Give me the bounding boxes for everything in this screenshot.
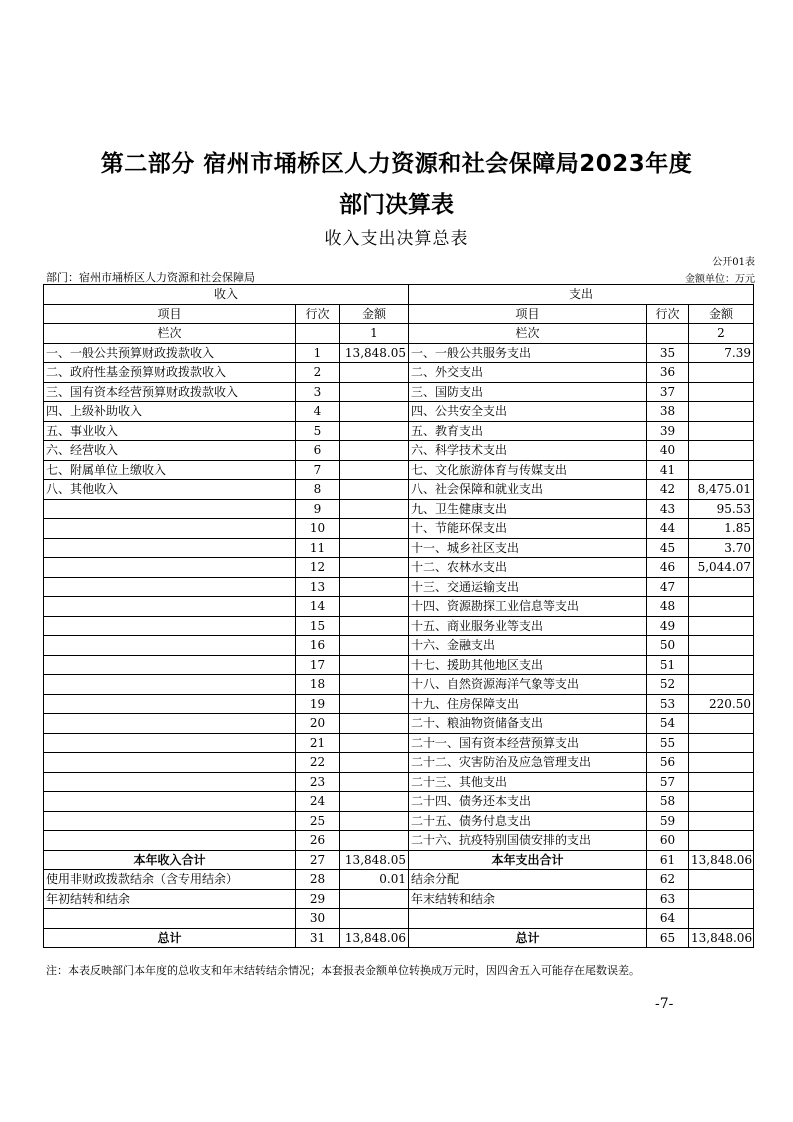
income-item-cell: 总计 bbox=[44, 928, 296, 948]
expense-amount-cell bbox=[689, 363, 754, 383]
expense-row-number-cell: 63 bbox=[647, 889, 689, 909]
expense-amount-cell bbox=[689, 909, 754, 929]
group-expense-header: 支出 bbox=[409, 285, 754, 305]
income-column-number: 1 bbox=[340, 324, 409, 344]
expense-column-number: 2 bbox=[689, 324, 754, 344]
table-row bbox=[44, 363, 754, 383]
income-amount-cell bbox=[340, 616, 409, 636]
table-row bbox=[44, 909, 754, 929]
income-item-cell: 八、其他收入 bbox=[44, 480, 296, 500]
expense-amount-cell bbox=[689, 772, 754, 792]
expense-amount-cell bbox=[689, 753, 754, 773]
income-item-header: 项目 bbox=[44, 304, 296, 324]
income-item-cell: 使用非财政拨款结余（含专用结余） bbox=[44, 870, 296, 890]
expense-row-number-cell: 48 bbox=[647, 597, 689, 617]
income-item-cell bbox=[44, 811, 296, 831]
table-row bbox=[44, 616, 754, 636]
income-amount-cell bbox=[340, 363, 409, 383]
document-title-line1: 第二部分 宿州市埇桥区人力资源和社会保障局2023年度 bbox=[100, 151, 693, 177]
income-item-cell bbox=[44, 538, 296, 558]
expense-row-number-cell: 46 bbox=[647, 558, 689, 578]
expense-row-number-cell: 53 bbox=[647, 694, 689, 714]
department-label: 部门：宿州市埇桥区人力资源和社会保障局 bbox=[46, 271, 255, 284]
table-row bbox=[44, 460, 754, 480]
expense-item-cell: 二十一、国有资本经营预算支出 bbox=[409, 733, 647, 753]
income-item-cell bbox=[44, 714, 296, 734]
expense-item-cell: 十七、援助其他地区支出 bbox=[409, 655, 647, 675]
income-row-number-cell: 17 bbox=[296, 655, 340, 675]
income-item-cell bbox=[44, 753, 296, 773]
income-amount-cell bbox=[340, 694, 409, 714]
table-row bbox=[44, 811, 754, 831]
expense-item-cell: 总计 bbox=[409, 928, 647, 948]
expense-row-number-cell: 52 bbox=[647, 675, 689, 695]
table-row bbox=[44, 421, 754, 441]
expense-amount-cell bbox=[689, 460, 754, 480]
expense-item-cell: 七、文化旅游体育与传媒支出 bbox=[409, 460, 647, 480]
income-item-cell bbox=[44, 636, 296, 656]
expense-row-number-cell: 41 bbox=[647, 460, 689, 480]
expense-item-cell: 二十六、抗疫特别国债安排的支出 bbox=[409, 831, 647, 851]
expense-item-cell: 十、节能环保支出 bbox=[409, 519, 647, 539]
expense-row-number-cell: 49 bbox=[647, 616, 689, 636]
income-amount-cell bbox=[340, 480, 409, 500]
income-row-number-cell: 8 bbox=[296, 480, 340, 500]
income-row-number-cell: 11 bbox=[296, 538, 340, 558]
expense-amount-cell bbox=[689, 811, 754, 831]
expense-item-cell: 结余分配 bbox=[409, 870, 647, 890]
table-row bbox=[44, 675, 754, 695]
table-row bbox=[44, 655, 754, 675]
expense-amount-cell bbox=[689, 441, 754, 461]
income-row-number-cell: 19 bbox=[296, 694, 340, 714]
expense-item-cell: 十三、交通运输支出 bbox=[409, 577, 647, 597]
income-item-cell bbox=[44, 577, 296, 597]
income-item-cell bbox=[44, 655, 296, 675]
income-amount-header: 金额 bbox=[340, 304, 409, 324]
expense-amount-cell bbox=[689, 421, 754, 441]
expense-item-cell: 二十四、债务还本支出 bbox=[409, 792, 647, 812]
table-row bbox=[44, 597, 754, 617]
expense-item-cell: 二、外交支出 bbox=[409, 363, 647, 383]
expense-row-number-cell: 40 bbox=[647, 441, 689, 461]
expense-item-cell: 十九、住房保障支出 bbox=[409, 694, 647, 714]
expense-row-number-cell: 42 bbox=[647, 480, 689, 500]
income-amount-cell bbox=[340, 558, 409, 578]
expense-row-number-cell: 58 bbox=[647, 792, 689, 812]
expense-amount-cell bbox=[689, 870, 754, 890]
income-item-cell bbox=[44, 909, 296, 929]
income-item-cell bbox=[44, 694, 296, 714]
expense-item-cell: 十六、金融支出 bbox=[409, 636, 647, 656]
expense-row-number-cell: 59 bbox=[647, 811, 689, 831]
expense-row-number-cell: 35 bbox=[647, 343, 689, 363]
income-row-number-cell: 3 bbox=[296, 382, 340, 402]
income-item-cell bbox=[44, 772, 296, 792]
table-row bbox=[44, 499, 754, 519]
income-amount-cell bbox=[340, 538, 409, 558]
income-amount-cell bbox=[340, 655, 409, 675]
income-amount-cell bbox=[340, 636, 409, 656]
expense-row-number-cell: 47 bbox=[647, 577, 689, 597]
expense-item-cell: 九、卫生健康支出 bbox=[409, 499, 647, 519]
income-row-number-cell: 7 bbox=[296, 460, 340, 480]
income-row-number-cell: 23 bbox=[296, 772, 340, 792]
expense-item-cell: 三、国防支出 bbox=[409, 382, 647, 402]
income-item-cell: 一、一般公共预算财政拨款收入 bbox=[44, 343, 296, 363]
income-amount-cell bbox=[340, 597, 409, 617]
income-amount-cell bbox=[340, 421, 409, 441]
income-item-cell bbox=[44, 675, 296, 695]
income-row-number-cell: 22 bbox=[296, 753, 340, 773]
expense-row-header: 行次 bbox=[647, 304, 689, 324]
income-row-number-cell: 31 bbox=[296, 928, 340, 948]
income-row-number-cell: 16 bbox=[296, 636, 340, 656]
table-row bbox=[44, 733, 754, 753]
expense-amount-cell bbox=[689, 382, 754, 402]
income-item-cell bbox=[44, 558, 296, 578]
expense-row-number-cell: 54 bbox=[647, 714, 689, 734]
table-row bbox=[44, 792, 754, 812]
column-number-row bbox=[44, 324, 754, 344]
expense-row-number-cell: 44 bbox=[647, 519, 689, 539]
table-row bbox=[44, 928, 754, 948]
expense-row-number-cell: 51 bbox=[647, 655, 689, 675]
expense-item-cell: 十二、农林水支出 bbox=[409, 558, 647, 578]
expense-row-number-cell: 39 bbox=[647, 421, 689, 441]
expense-item-cell: 一、一般公共服务支出 bbox=[409, 343, 647, 363]
unit-label: 金额单位：万元 bbox=[685, 274, 755, 285]
income-row-number-cell: 27 bbox=[296, 850, 340, 870]
expense-amount-cell: 220.50 bbox=[689, 694, 754, 714]
expense-row-number-cell: 61 bbox=[647, 850, 689, 870]
expense-row-number-cell: 56 bbox=[647, 753, 689, 773]
expense-item-cell: 本年支出合计 bbox=[409, 850, 647, 870]
document-title-line2: 部门决算表 bbox=[339, 192, 454, 218]
income-row-number-cell: 15 bbox=[296, 616, 340, 636]
expense-item-header: 项目 bbox=[409, 304, 647, 324]
income-row-number-cell: 9 bbox=[296, 499, 340, 519]
income-item-cell bbox=[44, 733, 296, 753]
expense-item-cell bbox=[409, 909, 647, 929]
table-row bbox=[44, 694, 754, 714]
income-expense-table bbox=[43, 284, 754, 948]
group-income-header: 收入 bbox=[44, 285, 409, 305]
table-row bbox=[44, 402, 754, 422]
expense-item-cell: 二十二、灾害防治及应急管理支出 bbox=[409, 753, 647, 773]
income-row-number-cell: 5 bbox=[296, 421, 340, 441]
expense-amount-cell: 3.70 bbox=[689, 538, 754, 558]
income-amount-cell: 13,848.05 bbox=[340, 850, 409, 870]
column-header-row bbox=[44, 304, 754, 324]
income-row-number-cell: 4 bbox=[296, 402, 340, 422]
expense-amount-cell bbox=[689, 402, 754, 422]
expense-lanci-label: 栏次 bbox=[409, 324, 647, 344]
income-amount-cell bbox=[340, 675, 409, 695]
table-row bbox=[44, 577, 754, 597]
table-row bbox=[44, 714, 754, 734]
table-row bbox=[44, 831, 754, 851]
income-amount-cell bbox=[340, 382, 409, 402]
income-row-number-cell: 20 bbox=[296, 714, 340, 734]
income-amount-cell bbox=[340, 714, 409, 734]
income-item-cell bbox=[44, 519, 296, 539]
expense-row-number-cell: 36 bbox=[647, 363, 689, 383]
income-row-number-cell: 30 bbox=[296, 909, 340, 929]
income-row-header: 行次 bbox=[296, 304, 340, 324]
income-item-cell: 四、上级补助收入 bbox=[44, 402, 296, 422]
page-number: -7- bbox=[655, 996, 674, 1012]
table-row bbox=[44, 636, 754, 656]
expense-item-cell: 十一、城乡社区支出 bbox=[409, 538, 647, 558]
expense-item-cell: 二十、粮油物资储备支出 bbox=[409, 714, 647, 734]
income-row-number-cell: 18 bbox=[296, 675, 340, 695]
expense-row-number-cell: 37 bbox=[647, 382, 689, 402]
expense-amount-cell bbox=[689, 792, 754, 812]
expense-amount-cell bbox=[689, 831, 754, 851]
income-row-number-cell: 2 bbox=[296, 363, 340, 383]
expense-item-cell: 二十三、其他支出 bbox=[409, 772, 647, 792]
expense-amount-cell: 95.53 bbox=[689, 499, 754, 519]
expense-row-number-cell: 55 bbox=[647, 733, 689, 753]
income-amount-cell bbox=[340, 811, 409, 831]
table-row bbox=[44, 441, 754, 461]
expense-amount-cell: 13,848.06 bbox=[689, 850, 754, 870]
expense-amount-cell bbox=[689, 636, 754, 656]
income-amount-cell: 13,848.06 bbox=[340, 928, 409, 948]
income-item-cell: 六、经营收入 bbox=[44, 441, 296, 461]
expense-row-number-cell: 64 bbox=[647, 909, 689, 929]
income-row-number-cell: 10 bbox=[296, 519, 340, 539]
income-row-number-cell: 13 bbox=[296, 577, 340, 597]
income-amount-cell bbox=[340, 889, 409, 909]
income-item-cell: 年初结转和结余 bbox=[44, 889, 296, 909]
income-amount-cell bbox=[340, 519, 409, 539]
table-subtitle: 收入支出决算总表 bbox=[324, 229, 469, 249]
income-lanci-blank bbox=[296, 324, 340, 344]
income-item-cell bbox=[44, 597, 296, 617]
income-row-number-cell: 28 bbox=[296, 870, 340, 890]
expense-row-number-cell: 62 bbox=[647, 870, 689, 890]
expense-amount-cell bbox=[689, 733, 754, 753]
form-number: 公开01表 bbox=[712, 257, 755, 268]
expense-item-cell: 年末结转和结余 bbox=[409, 889, 647, 909]
expense-amount-cell: 8,475.01 bbox=[689, 480, 754, 500]
expense-amount-cell: 13,848.06 bbox=[689, 928, 754, 948]
income-row-number-cell: 26 bbox=[296, 831, 340, 851]
expense-row-number-cell: 43 bbox=[647, 499, 689, 519]
expense-amount-cell: 5,044.07 bbox=[689, 558, 754, 578]
income-row-number-cell: 29 bbox=[296, 889, 340, 909]
table-row bbox=[44, 870, 754, 890]
income-item-cell bbox=[44, 616, 296, 636]
income-amount-cell bbox=[340, 577, 409, 597]
expense-row-number-cell: 45 bbox=[647, 538, 689, 558]
table-row bbox=[44, 519, 754, 539]
expense-item-cell: 五、教育支出 bbox=[409, 421, 647, 441]
expense-amount-cell: 7.39 bbox=[689, 343, 754, 363]
income-amount-cell bbox=[340, 792, 409, 812]
expense-row-number-cell: 65 bbox=[647, 928, 689, 948]
expense-item-cell: 四、公共安全支出 bbox=[409, 402, 647, 422]
group-header-row bbox=[44, 285, 754, 305]
table-row bbox=[44, 889, 754, 909]
table-row bbox=[44, 538, 754, 558]
expense-row-number-cell: 57 bbox=[647, 772, 689, 792]
table-row bbox=[44, 480, 754, 500]
income-amount-cell: 0.01 bbox=[340, 870, 409, 890]
income-row-number-cell: 21 bbox=[296, 733, 340, 753]
income-amount-cell bbox=[340, 460, 409, 480]
expense-amount-cell bbox=[689, 577, 754, 597]
income-row-number-cell: 1 bbox=[296, 343, 340, 363]
expense-lanci-blank bbox=[647, 324, 689, 344]
table-row bbox=[44, 558, 754, 578]
expense-amount-cell bbox=[689, 714, 754, 734]
expense-amount-header: 金额 bbox=[689, 304, 754, 324]
income-amount-cell bbox=[340, 831, 409, 851]
income-row-number-cell: 6 bbox=[296, 441, 340, 461]
table-row bbox=[44, 850, 754, 870]
income-amount-cell bbox=[340, 909, 409, 929]
income-item-cell bbox=[44, 792, 296, 812]
income-amount-cell bbox=[340, 402, 409, 422]
income-row-number-cell: 14 bbox=[296, 597, 340, 617]
income-row-number-cell: 12 bbox=[296, 558, 340, 578]
income-amount-cell bbox=[340, 772, 409, 792]
expense-amount-cell bbox=[689, 597, 754, 617]
expense-amount-cell bbox=[689, 655, 754, 675]
income-lanci-label: 栏次 bbox=[44, 324, 296, 344]
income-amount-cell bbox=[340, 499, 409, 519]
income-item-cell bbox=[44, 499, 296, 519]
table-row bbox=[44, 343, 754, 363]
income-amount-cell bbox=[340, 441, 409, 461]
expense-amount-cell: 1.85 bbox=[689, 519, 754, 539]
income-item-cell: 本年收入合计 bbox=[44, 850, 296, 870]
expense-item-cell: 八、社会保障和就业支出 bbox=[409, 480, 647, 500]
income-item-cell bbox=[44, 831, 296, 851]
table-row bbox=[44, 382, 754, 402]
income-row-number-cell: 25 bbox=[296, 811, 340, 831]
income-row-number-cell: 24 bbox=[296, 792, 340, 812]
expense-row-number-cell: 60 bbox=[647, 831, 689, 851]
income-item-cell: 三、国有资本经营预算财政拨款收入 bbox=[44, 382, 296, 402]
expense-item-cell: 十五、商业服务业等支出 bbox=[409, 616, 647, 636]
table-row bbox=[44, 753, 754, 773]
expense-amount-cell bbox=[689, 675, 754, 695]
expense-amount-cell bbox=[689, 616, 754, 636]
expense-amount-cell bbox=[689, 889, 754, 909]
income-item-cell: 二、政府性基金预算财政拨款收入 bbox=[44, 363, 296, 383]
expense-item-cell: 十八、自然资源海洋气象等支出 bbox=[409, 675, 647, 695]
income-item-cell: 七、附属单位上缴收入 bbox=[44, 460, 296, 480]
expense-row-number-cell: 38 bbox=[647, 402, 689, 422]
expense-item-cell: 二十五、债务付息支出 bbox=[409, 811, 647, 831]
expense-row-number-cell: 50 bbox=[647, 636, 689, 656]
expense-item-cell: 十四、资源勘探工业信息等支出 bbox=[409, 597, 647, 617]
income-amount-cell bbox=[340, 733, 409, 753]
footnote: 注：本表反映部门本年度的总收支和年末结转结余情况；本套报表金额单位转换成万元时，因四舍五入可能存在尾数误差。 bbox=[46, 964, 640, 977]
table-row bbox=[44, 772, 754, 792]
income-item-cell: 五、事业收入 bbox=[44, 421, 296, 441]
expense-item-cell: 六、科学技术支出 bbox=[409, 441, 647, 461]
income-amount-cell: 13,848.05 bbox=[340, 343, 409, 363]
income-amount-cell bbox=[340, 753, 409, 773]
